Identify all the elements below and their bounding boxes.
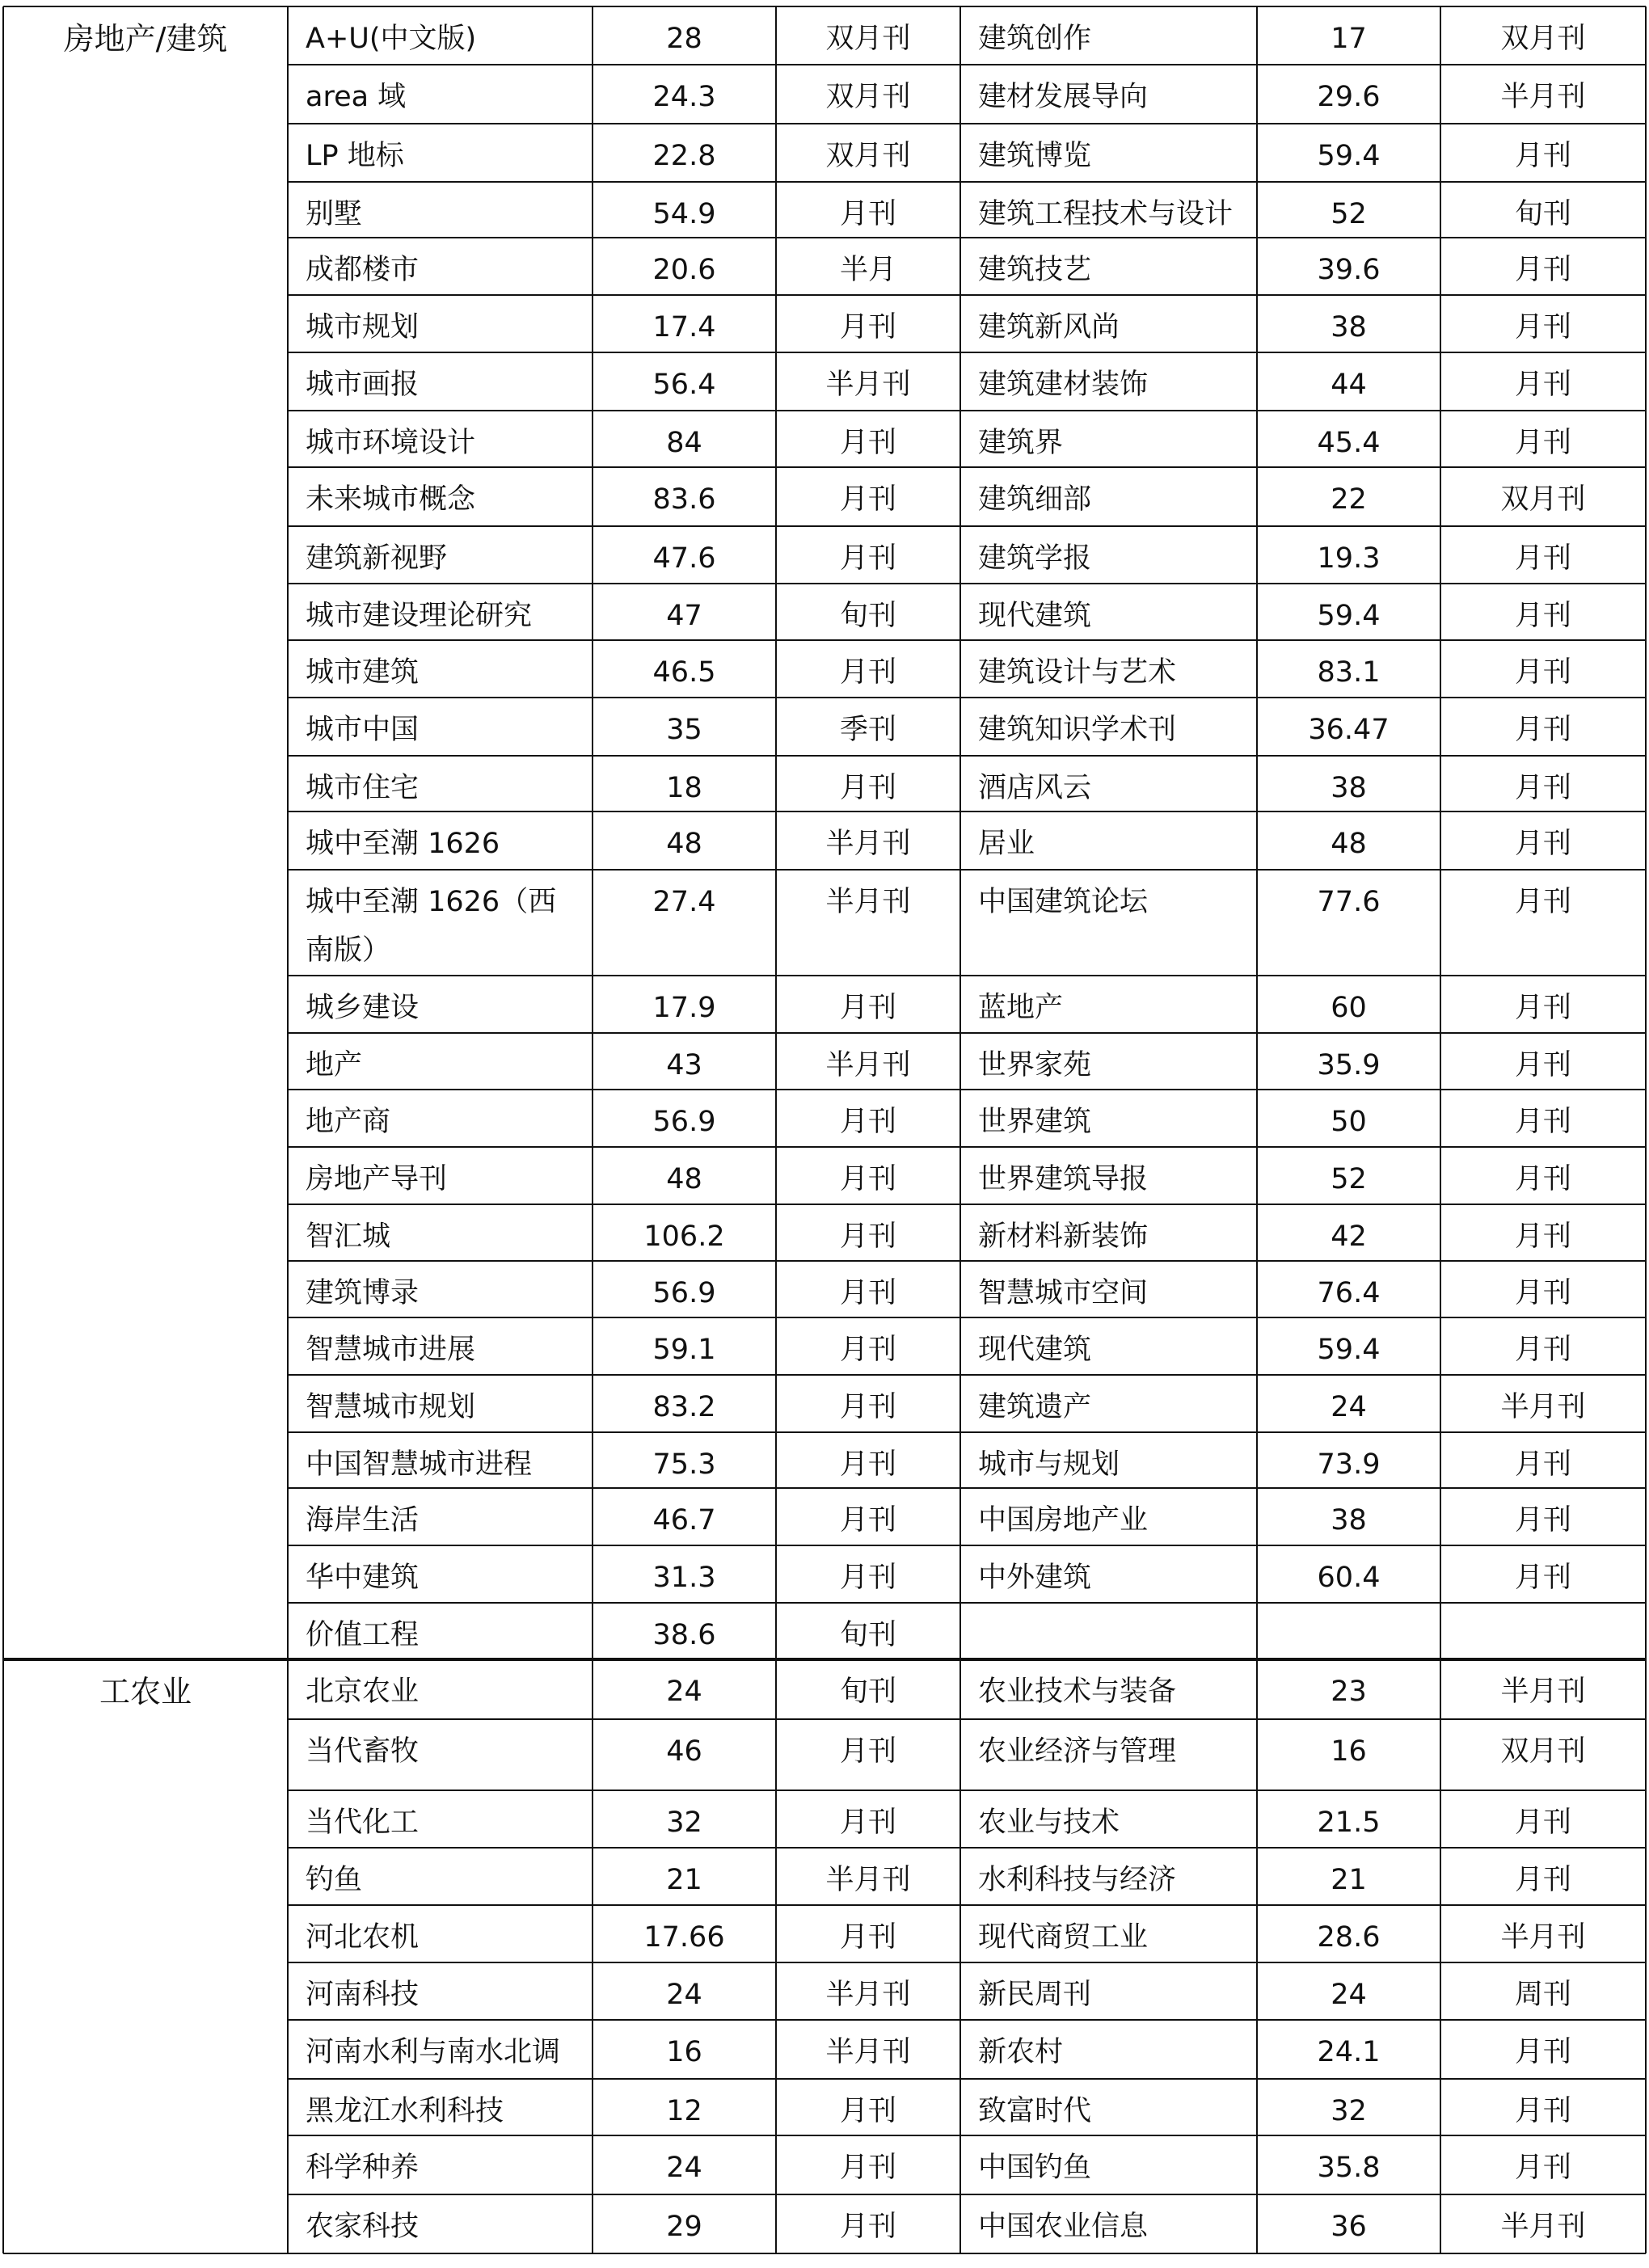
magazine-name-cell: 建筑博录 xyxy=(306,1277,420,1309)
price-cell: 24 xyxy=(666,2152,702,2184)
price-cell: 12 xyxy=(666,2095,702,2127)
price-cell: 60.4 xyxy=(1317,1562,1381,1594)
magazine-name-cell: 黑龙江水利科技 xyxy=(306,2095,504,2127)
price-cell: 21.5 xyxy=(1317,1806,1381,1839)
magazine-name-cell: 城市建筑 xyxy=(306,656,420,689)
magazine-name-cell: 钓鱼 xyxy=(306,1864,363,1896)
magazine-name-cell: 城乡建设 xyxy=(306,992,420,1024)
magazine-name-cell: 中国建筑论坛 xyxy=(978,886,1149,918)
frequency-cell: 月刊 xyxy=(839,2152,896,2184)
frequency-cell: 月刊 xyxy=(1514,1220,1571,1253)
magazine-name-cell: 河北农机 xyxy=(306,1921,420,1954)
column-divider xyxy=(959,6,961,2253)
table-border xyxy=(3,6,1646,7)
magazine-name-cell: 建筑界 xyxy=(978,427,1064,459)
magazine-name-cell: 河南水利与南水北调 xyxy=(306,2036,561,2068)
price-cell: 29 xyxy=(666,2211,702,2243)
magazine-name-cell: 城市中国 xyxy=(306,714,420,746)
frequency-cell: 月刊 xyxy=(1514,2095,1571,2127)
frequency-cell: 半月刊 xyxy=(825,369,911,401)
magazine-name-cell: 城市住宅 xyxy=(306,772,420,804)
price-cell: 56.9 xyxy=(652,1277,716,1309)
price-cell: 47 xyxy=(666,600,702,632)
frequency-cell: 月刊 xyxy=(839,311,896,344)
frequency-cell: 月刊 xyxy=(839,992,896,1024)
magazine-name-cell: 农家科技 xyxy=(306,2211,420,2243)
magazine-name-cell: area 域 xyxy=(306,81,407,113)
section-divider xyxy=(3,1658,1646,1661)
price-cell: 39.6 xyxy=(1317,254,1381,286)
price-cell: 36.47 xyxy=(1308,714,1390,746)
frequency-cell: 月刊 xyxy=(1514,1163,1571,1195)
price-cell: 35.9 xyxy=(1317,1049,1381,1081)
price-cell: 28.6 xyxy=(1317,1921,1381,1954)
frequency-cell: 月刊 xyxy=(839,1391,896,1423)
frequency-cell: 月刊 xyxy=(1514,828,1571,860)
frequency-cell: 半月刊 xyxy=(825,828,911,860)
table-border xyxy=(3,2253,1646,2254)
price-cell: 52 xyxy=(1331,1163,1367,1195)
magazine-name-cell: 建筑建材装饰 xyxy=(978,369,1149,401)
magazine-name-cell: 水利科技与经济 xyxy=(978,1864,1177,1896)
magazine-name-cell: 中外建筑 xyxy=(978,1562,1092,1594)
frequency-cell: 月刊 xyxy=(839,1163,896,1195)
frequency-cell: 旬刊 xyxy=(839,1619,896,1651)
price-cell: 20.6 xyxy=(652,254,716,286)
price-cell: 59.1 xyxy=(652,1334,716,1366)
price-cell xyxy=(1257,1603,1440,1659)
frequency-cell: 半月刊 xyxy=(1500,1391,1586,1423)
price-cell: 24.1 xyxy=(1317,2036,1381,2068)
price-cell: 46 xyxy=(666,1735,702,1768)
magazine-name-cell: 海岸生活 xyxy=(306,1504,420,1537)
magazine-name-cell: 建筑遗产 xyxy=(978,1391,1092,1423)
magazine-name-cell: 建筑技艺 xyxy=(978,254,1092,286)
price-cell: 32 xyxy=(1331,2095,1367,2127)
magazine-name-cell: 建筑设计与艺术 xyxy=(978,656,1177,689)
frequency-cell: 月刊 xyxy=(839,1735,896,1768)
frequency-cell: 月刊 xyxy=(1514,427,1571,459)
frequency-cell: 半月刊 xyxy=(825,1049,911,1081)
magazine-name-cell: 中国智慧城市进程 xyxy=(306,1448,533,1481)
price-cell: 31.3 xyxy=(652,1562,716,1594)
magazine-name-cell: 智汇城 xyxy=(306,1220,391,1253)
price-cell: 59.4 xyxy=(1317,600,1381,632)
magazine-name-cell: 城中至潮 1626（西南版） xyxy=(306,886,557,967)
frequency-cell: 半月刊 xyxy=(1500,81,1586,113)
magazine-name-cell: 智慧城市规划 xyxy=(306,1391,476,1423)
price-cell: 38.6 xyxy=(652,1619,716,1651)
magazine-name-cell: 智慧城市空间 xyxy=(978,1277,1149,1309)
frequency-cell: 月刊 xyxy=(839,772,896,804)
price-cell: 77.6 xyxy=(1317,886,1381,918)
magazine-name-cell: 建筑新风尚 xyxy=(978,311,1120,344)
price-cell: 17.4 xyxy=(652,311,716,344)
price-cell: 36 xyxy=(1331,2211,1367,2243)
price-cell: 52 xyxy=(1331,198,1367,230)
magazine-name-cell: 建材发展导向 xyxy=(978,81,1149,113)
frequency-cell: 月刊 xyxy=(1514,311,1571,344)
price-cell: 21 xyxy=(1331,1864,1367,1896)
price-cell: 38 xyxy=(1331,311,1367,344)
magazine-name-cell: 价值工程 xyxy=(306,1619,420,1651)
price-cell: 56.9 xyxy=(652,1106,716,1138)
frequency-cell: 月刊 xyxy=(839,1921,896,1954)
price-cell: 22.8 xyxy=(652,140,716,172)
price-cell: 24 xyxy=(1331,1391,1367,1423)
price-cell: 47.6 xyxy=(652,542,716,575)
magazine-name-cell: 世界建筑导报 xyxy=(978,1163,1149,1195)
column-divider xyxy=(2,6,4,2253)
frequency-cell: 月刊 xyxy=(1514,714,1571,746)
magazine-name-cell: 酒店风云 xyxy=(978,772,1092,804)
magazine-name-cell: A+U(中文版) xyxy=(306,23,477,55)
frequency-cell: 半月刊 xyxy=(1500,1676,1586,1708)
frequency-cell: 半月刊 xyxy=(825,886,911,918)
price-cell: 73.9 xyxy=(1317,1448,1381,1481)
frequency-cell xyxy=(1440,1603,1646,1659)
magazine-name-cell: 当代化工 xyxy=(306,1806,420,1839)
magazine-name-cell: 中国钓鱼 xyxy=(978,2152,1092,2184)
category-cell: 房地产/建筑 xyxy=(63,21,228,57)
magazine-name-cell: 房地产导刊 xyxy=(306,1163,448,1195)
category-cell: 工农业 xyxy=(99,1674,192,1709)
frequency-cell: 月刊 xyxy=(1514,1864,1571,1896)
magazine-name-cell: 城市画报 xyxy=(306,369,420,401)
frequency-cell: 季刊 xyxy=(839,714,896,746)
frequency-cell: 月刊 xyxy=(839,542,896,575)
price-cell: 16 xyxy=(666,2036,702,2068)
magazine-name-cell: 现代建筑 xyxy=(978,600,1092,632)
price-cell: 76.4 xyxy=(1317,1277,1381,1309)
price-cell: 21 xyxy=(666,1864,702,1896)
price-cell: 23 xyxy=(1331,1676,1367,1708)
magazine-name-cell: 河南科技 xyxy=(306,1979,420,2011)
magazine-name-cell: 地产 xyxy=(306,1049,363,1081)
frequency-cell: 双月刊 xyxy=(825,23,911,55)
frequency-cell: 月刊 xyxy=(839,483,896,516)
magazine-name-cell: 城市环境设计 xyxy=(306,427,476,459)
price-cell: 29.6 xyxy=(1317,81,1381,113)
frequency-cell: 周刊 xyxy=(1514,1979,1571,2011)
frequency-cell: 月刊 xyxy=(1514,1277,1571,1309)
magazine-name-cell: 城市规划 xyxy=(306,311,420,344)
frequency-cell: 半月刊 xyxy=(1500,2211,1586,2243)
frequency-cell: 双月刊 xyxy=(1500,1735,1586,1768)
frequency-cell: 半月刊 xyxy=(825,1979,911,2011)
price-cell: 17 xyxy=(1331,23,1367,55)
magazine-name-cell: 地产商 xyxy=(306,1106,391,1138)
magazine-name-cell: 现代建筑 xyxy=(978,1334,1092,1366)
price-cell: 35 xyxy=(666,714,702,746)
price-cell: 44 xyxy=(1331,369,1367,401)
frequency-cell: 月刊 xyxy=(1514,772,1571,804)
price-cell: 50 xyxy=(1331,1106,1367,1138)
price-cell: 60 xyxy=(1331,992,1367,1024)
frequency-cell: 月刊 xyxy=(1514,2036,1571,2068)
frequency-cell: 月刊 xyxy=(1514,1562,1571,1594)
magazine-name-cell: 世界建筑 xyxy=(978,1106,1092,1138)
price-cell: 83.6 xyxy=(652,483,716,516)
magazine-name-cell: 建筑学报 xyxy=(978,542,1092,575)
price-cell: 18 xyxy=(666,772,702,804)
price-cell: 32 xyxy=(666,1806,702,1839)
price-cell: 46.5 xyxy=(652,656,716,689)
column-divider xyxy=(1440,6,1441,2253)
frequency-cell: 月刊 xyxy=(1514,1806,1571,1839)
frequency-cell: 月刊 xyxy=(1514,1334,1571,1366)
frequency-cell: 月刊 xyxy=(1514,2152,1571,2184)
frequency-cell: 月刊 xyxy=(839,1504,896,1537)
magazine-name-cell: 建筑博览 xyxy=(978,140,1092,172)
frequency-cell: 月刊 xyxy=(839,1562,896,1594)
magazine-name-cell: 城市建设理论研究 xyxy=(306,600,533,632)
magazine-name-cell: 北京农业 xyxy=(306,1676,420,1708)
frequency-cell: 月刊 xyxy=(839,2095,896,2127)
magazine-name-cell: 新材料新装饰 xyxy=(978,1220,1149,1253)
frequency-cell: 月刊 xyxy=(839,1220,896,1253)
column-divider xyxy=(1256,6,1258,2253)
magazine-name-cell: 新民周刊 xyxy=(978,1979,1092,2011)
frequency-cell: 月刊 xyxy=(839,1334,896,1366)
magazine-name-cell: 智慧城市进展 xyxy=(306,1334,476,1366)
frequency-cell: 半月刊 xyxy=(1500,1921,1586,1954)
frequency-cell: 旬刊 xyxy=(839,1676,896,1708)
frequency-cell: 月刊 xyxy=(839,1806,896,1839)
price-cell: 48 xyxy=(666,1163,702,1195)
price-cell: 35.8 xyxy=(1317,2152,1381,2184)
frequency-cell: 月刊 xyxy=(1514,140,1571,172)
magazine-name-cell: 建筑创作 xyxy=(978,23,1092,55)
magazine-name-cell: 华中建筑 xyxy=(306,1562,420,1594)
column-divider xyxy=(1645,6,1647,2253)
frequency-cell: 月刊 xyxy=(839,1448,896,1481)
price-cell: 24 xyxy=(666,1676,702,1708)
frequency-cell: 月刊 xyxy=(1514,992,1571,1024)
magazine-name-cell xyxy=(960,1603,1257,1659)
price-cell: 17.9 xyxy=(652,992,716,1024)
magazine-name-cell: 中国农业信息 xyxy=(978,2211,1149,2243)
frequency-cell: 半月刊 xyxy=(825,2036,911,2068)
price-cell: 48 xyxy=(1331,828,1367,860)
frequency-cell: 月刊 xyxy=(1514,369,1571,401)
price-cell: 24 xyxy=(666,1979,702,2011)
price-cell: 17.66 xyxy=(643,1921,725,1954)
frequency-cell: 月刊 xyxy=(839,2211,896,2243)
magazine-name-cell: 现代商贸工业 xyxy=(978,1921,1149,1954)
price-cell: 46.7 xyxy=(652,1504,716,1537)
magazine-name-cell: LP 地标 xyxy=(306,140,404,172)
frequency-cell: 旬刊 xyxy=(839,600,896,632)
frequency-cell: 月刊 xyxy=(1514,656,1571,689)
frequency-cell: 旬刊 xyxy=(1514,198,1571,230)
price-cell: 45.4 xyxy=(1317,427,1381,459)
magazine-name-cell: 农业与技术 xyxy=(978,1806,1120,1839)
magazine-name-cell: 农业经济与管理 xyxy=(978,1735,1177,1768)
frequency-cell: 月刊 xyxy=(839,1106,896,1138)
magazine-name-cell: 农业技术与装备 xyxy=(978,1676,1177,1708)
price-cell: 59.4 xyxy=(1317,140,1381,172)
price-cell: 83.2 xyxy=(652,1391,716,1423)
magazine-name-cell: 科学种养 xyxy=(306,2152,420,2184)
magazine-name-cell: 建筑细部 xyxy=(978,483,1092,516)
column-divider xyxy=(592,6,593,2253)
price-cell: 38 xyxy=(1331,772,1367,804)
frequency-cell: 双月刊 xyxy=(1500,483,1586,516)
magazine-name-cell: 城市与规划 xyxy=(978,1448,1120,1481)
magazine-name-cell: 新农村 xyxy=(978,2036,1064,2068)
magazine-name-cell: 建筑知识学术刊 xyxy=(978,714,1177,746)
price-cell: 16 xyxy=(1331,1735,1367,1768)
price-cell: 83.1 xyxy=(1317,656,1381,689)
frequency-cell: 月刊 xyxy=(1514,1448,1571,1481)
price-cell: 75.3 xyxy=(652,1448,716,1481)
frequency-cell: 双月刊 xyxy=(1500,23,1586,55)
frequency-cell: 双月刊 xyxy=(825,81,911,113)
frequency-cell: 月刊 xyxy=(839,656,896,689)
price-cell: 22 xyxy=(1331,483,1367,516)
magazine-name-cell: 中国房地产业 xyxy=(978,1504,1149,1537)
magazine-name-cell: 建筑新视野 xyxy=(306,542,448,575)
magazine-name-cell: 致富时代 xyxy=(978,2095,1092,2127)
magazine-name-cell: 城中至潮 1626 xyxy=(306,828,500,860)
frequency-cell: 月刊 xyxy=(1514,1049,1571,1081)
magazine-name-cell: 成都楼市 xyxy=(306,254,420,286)
frequency-cell: 月刊 xyxy=(839,198,896,230)
price-cell: 28 xyxy=(666,23,702,55)
price-cell: 56.4 xyxy=(652,369,716,401)
price-cell: 43 xyxy=(666,1049,702,1081)
frequency-cell: 月刊 xyxy=(1514,1106,1571,1138)
price-cell: 59.4 xyxy=(1317,1334,1381,1366)
magazine-name-cell: 建筑工程技术与设计 xyxy=(978,198,1234,230)
price-cell: 24.3 xyxy=(652,81,716,113)
price-cell: 24 xyxy=(1331,1979,1367,2011)
magazine-name-cell: 当代畜牧 xyxy=(306,1735,420,1768)
price-cell: 48 xyxy=(666,828,702,860)
frequency-cell: 月刊 xyxy=(1514,1504,1571,1537)
magazine-name-cell: 居业 xyxy=(978,828,1035,860)
frequency-cell: 月刊 xyxy=(1514,600,1571,632)
column-divider xyxy=(287,6,289,2253)
frequency-cell: 月刊 xyxy=(839,1277,896,1309)
frequency-cell: 月刊 xyxy=(1514,254,1571,286)
frequency-cell: 月刊 xyxy=(1514,886,1571,918)
frequency-cell: 双月刊 xyxy=(825,140,911,172)
magazine-name-cell: 蓝地产 xyxy=(978,992,1064,1024)
column-divider xyxy=(775,6,777,2253)
frequency-cell: 半月刊 xyxy=(825,1864,911,1896)
price-cell: 19.3 xyxy=(1317,542,1381,575)
price-cell: 84 xyxy=(666,427,702,459)
price-cell: 54.9 xyxy=(652,198,716,230)
magazine-name-cell: 未来城市概念 xyxy=(306,483,476,516)
frequency-cell: 半月 xyxy=(839,254,896,286)
frequency-cell: 月刊 xyxy=(1514,542,1571,575)
magazine-name-cell: 世界家苑 xyxy=(978,1049,1092,1081)
frequency-cell: 月刊 xyxy=(839,427,896,459)
price-cell: 106.2 xyxy=(643,1220,725,1253)
price-cell: 38 xyxy=(1331,1504,1367,1537)
magazine-name-cell: 别墅 xyxy=(306,198,363,230)
price-cell: 27.4 xyxy=(652,886,716,918)
price-cell: 42 xyxy=(1331,1220,1367,1253)
